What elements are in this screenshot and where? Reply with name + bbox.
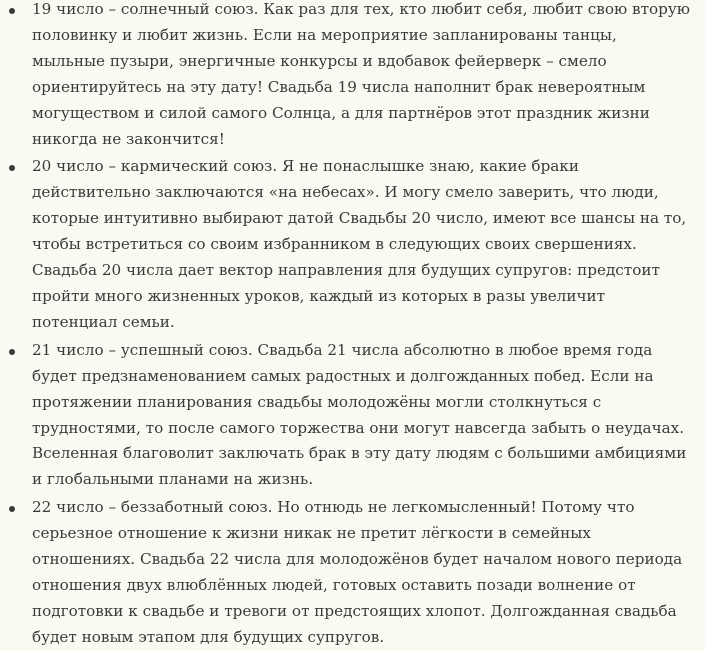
text-line: трудностями, то после самого торжества они могут навсегда забыть о неудачах. xyxy=(32,418,685,437)
text-line: действительно заключаются «на небесах». И могу смело заверить, что люди, xyxy=(32,183,659,202)
list-item xyxy=(0,154,705,335)
text-line: мыльные пузыри, энергичные конкурсы и вдобавок фейерверк – смело xyxy=(32,51,607,70)
text-line: Вселенная благоволит заключать брак в эту дату людям с большими амбициями xyxy=(32,444,687,463)
text-line: 21 число – успешный союз. Свадьба 21 числа абсолютно в любое время года xyxy=(32,340,653,359)
list-item xyxy=(0,338,705,493)
text-line: 19 число – солнечный союз. Как раз для тех, кто любит себя, любит свою вторую xyxy=(32,0,691,18)
bullet-icon xyxy=(9,506,15,512)
text-line: никогда не закончится! xyxy=(32,129,225,148)
text-line: протяжении планирования свадьбы молодожёны могли столкнуться с xyxy=(32,392,602,411)
bullet-icon xyxy=(9,165,15,171)
text-line: потенциал семьи. xyxy=(32,312,175,331)
text-line: половинку и любит жизнь. Если на мероприятие запланированы танцы, xyxy=(32,25,617,44)
text-line: 22 число – беззаботный союз. Но отнюдь не легкомысленный! Потому что xyxy=(32,498,635,517)
bullet-icon xyxy=(9,8,15,14)
text-line: пройти много жизненных уроков, каждый из которых в разы увеличит xyxy=(32,286,606,305)
text-line: Свадьба 20 числа дает вектор направления для будущих супругов: предстоит xyxy=(32,261,660,280)
text-line: ориентируйтесь на эту дату! Свадьба 19 числа наполнит брак невероятным xyxy=(32,77,646,96)
text-line: будет предзнаменованием самых радостных и долгожданных побед. Если на xyxy=(32,366,654,385)
text-line: 20 число – кармический союз. Я не понаслышке знаю, какие браки xyxy=(32,157,579,176)
text-line: могуществом и силой самого Солнца, а для партнёров этот праздник жизни xyxy=(32,103,650,122)
text-line: чтобы встретиться со своим избранником в следующих своих свершениях. xyxy=(32,235,637,254)
text-line: отношения двух влюблённых людей, готовых оставить позади волнение от xyxy=(32,575,636,594)
list-item xyxy=(0,0,705,152)
text-line: отношениях. Свадьба 22 числа для молодожёнов будет началом нового периода xyxy=(32,550,683,569)
list-item xyxy=(0,495,705,650)
bullet-icon xyxy=(9,349,15,355)
text-line: и глобальными планами на жизнь. xyxy=(32,470,314,489)
text-line: подготовки к свадьбе и тревоги от предстоящих хлопот. Долгожданная свадьба xyxy=(32,601,677,620)
text-line: серьезное отношение к жизни никак не претит лёгкости в семейных xyxy=(32,524,591,543)
text-line: будет новым этапом для будущих супругов. xyxy=(32,627,385,646)
text-line: которые интуитивно выбирают датой Свадьбы 20 число, имеют все шансы на то, xyxy=(32,209,687,228)
